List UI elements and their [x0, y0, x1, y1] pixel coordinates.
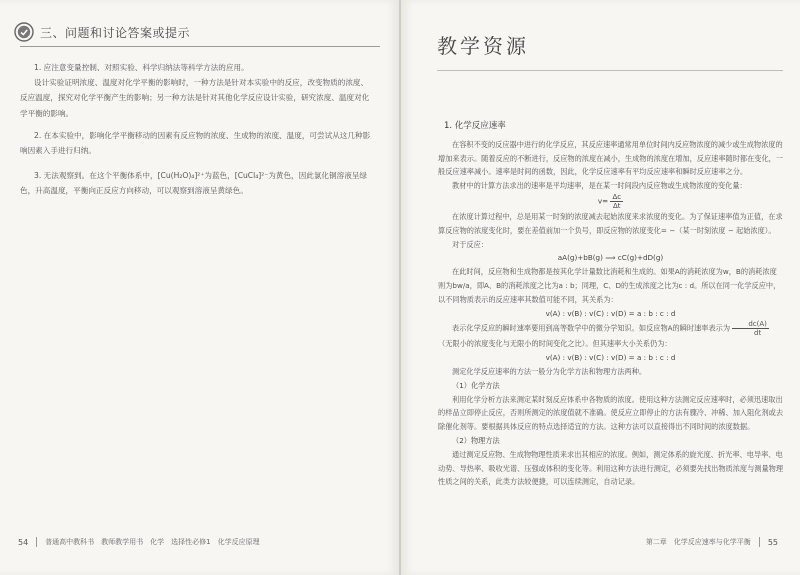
right-page-number: 55 — [767, 537, 778, 547]
paragraph-5 — [438, 320, 783, 351]
title-divider — [437, 70, 783, 71]
footer-divider-right — [759, 537, 760, 547]
right-content — [438, 120, 783, 489]
right-page — [401, 0, 800, 575]
method-1-text: 利用化学分析方法来测定某时刻反应体系中各物质的浓度。使用这种方法测定反应速率时，必须迅速取出的样品立即停止反应，否则所测定的浓度值就不准确。使反应立即停止的方法有骤冷、冲稀、加入阻化剂或去除催化剂等。要根据具体反应的特点选择适宜的方法。这种方法可以直接得出不同时间的浓度数据。 — [438, 394, 784, 432]
answer-1-text: 1. 应注意变量控制、对照实验、科学归纳法等科学方法的应用。 — [34, 63, 249, 72]
instant-rate-text: 表示化学反应的瞬时速率要用到高等数学中的微分学知识。如反应物A的瞬时速率表示为 — [452, 323, 731, 333]
left-page — [0, 0, 399, 575]
paragraph-1: 在容积不变的反应器中进行的化学反应，其反应速率通常用单位时间内反应物浓度的减少或生成物浓度的增加来表示。随着反应的不断进行，反应物的浓度在减小，生成物的浓度在增加，反应速率随时都在变化，一般反应速率减小。速率是时间的函数，因此，化学反应速率有平均反应速率和瞬时反应速率之分。 — [438, 139, 784, 177]
answer-1-detail: 设计实验证明浓度、温度对化学平衡的影响时，一种方法是针对本实验中的反应，改变物质的浓度、反应温度，探究对化学平衡产生的影响；另一种方法是针对其他化学反应设计实验，研究浓度、温度对化学平衡的影响。 — [20, 78, 370, 118]
formula-average-rate — [438, 193, 783, 210]
fraction-numerator: Δc — [612, 192, 622, 201]
fraction-denominator: Δt — [613, 201, 621, 210]
right-footer-chapter: 第二章 化学反应速率与化学平衡 — [645, 538, 751, 546]
answer-2-text: 2. 在本实验中，影响化学平衡移动的因素有反应物的浓度、生成物的浓度、温度，可尝试从这几种影响因素入手进行归纳。 — [20, 131, 371, 156]
section-title: 三、问题和讨论答案或提示 — [40, 25, 191, 40]
instant-numerator: dc(A) — [732, 320, 769, 329]
section-bullet-icon — [14, 22, 34, 42]
paragraph-2: 教材中的计算方法求出的速率是平均速率，是在某一时间段内反应物或生成物浓度的变化量： — [452, 181, 747, 191]
paragraph-4: 在此时间，反应物和生成物都是按其化学计量数比消耗和生成的。如果A的消耗浓度为w，B的消耗浓度则为bw/a，即A、B的消耗浓度之比为a : b；同理，C、D的生成浓度之比为c : d。所以在同一化学反应中，以不同物质表示的反应速率其数值可能不同，其关系为： — [438, 267, 781, 304]
left-footer — [18, 537, 260, 547]
paragraph-3: 在浓度计算过程中，总是用某一时刻的浓度减去起始浓度来求浓度的变化。为了保证速率值为正值，在求算反应物的浓度变化时，要在差值前加一个负号，即反应物的浓度变化= −（某一时刻浓度 − 起始浓度）。 — [438, 211, 783, 235]
fraction — [610, 193, 623, 210]
rate-relation-1: v(A) : v(B) : v(C) : v(D) = a : b : c : d — [545, 308, 676, 318]
instant-denominator: dt — [754, 329, 762, 338]
methods-intro: 测定化学反应速率的方法一般分为化学方法和物理方法两种。 — [452, 366, 647, 376]
answer-2 — [20, 128, 375, 158]
rate-relation-2: v(A) : v(B) : v(C) : v(D) = a : b : c : d — [545, 353, 676, 363]
section-divider — [20, 46, 380, 47]
answer-3-text: 3. 无法观察到。在这个平衡体系中，[Cu(H₂O)₄]²⁺为蓝色，[CuCl₄]²⁻为黄色，因此氯化铜溶液呈绿色，升高温度，平衡向正反应方向移动，可以观察到溶液呈黄绿色。 — [20, 171, 367, 196]
formula-v: v= — [597, 196, 609, 206]
section-header — [14, 22, 190, 42]
right-footer — [646, 537, 778, 547]
for-reaction: 对于反应： — [452, 239, 488, 249]
reaction-equation: aA(g)+bB(g) ⟹ cC(g)+dD(g) — [557, 253, 664, 263]
left-page-number: 54 — [18, 537, 29, 547]
left-footer-text: 普通高中教科书 教师教学用书 化学 选择性必修1 化学反应原理 — [45, 538, 260, 546]
instant-rate-text-2: （无限小的浓度变化与无限小的时间变化之比）。但其速率大小关系仍为： — [438, 339, 672, 349]
answer-3 — [20, 168, 375, 198]
page-title: 教学资源 — [437, 34, 529, 58]
footer-divider — [36, 537, 37, 547]
method-2-title: （2）物理方法 — [452, 435, 500, 445]
instant-fraction — [732, 320, 769, 337]
method-1-title: （1）化学方法 — [452, 380, 500, 390]
method-2-text: 通过测定反应物、生成物物理性质来求出其相应的浓度。例如，测定体系的旋光度、折光率、电导率、电动势、导热率、吸收光谱、压强或体积的变化等。利用这种方法进行测定，必须要先找出物质浓度与测量物理性质之间的关系，此类方法较便捷，可以连续测定，自动记录。 — [438, 449, 784, 487]
subsection-heading: 1. 化学反应速率 — [444, 121, 506, 131]
answer-1 — [20, 60, 375, 121]
